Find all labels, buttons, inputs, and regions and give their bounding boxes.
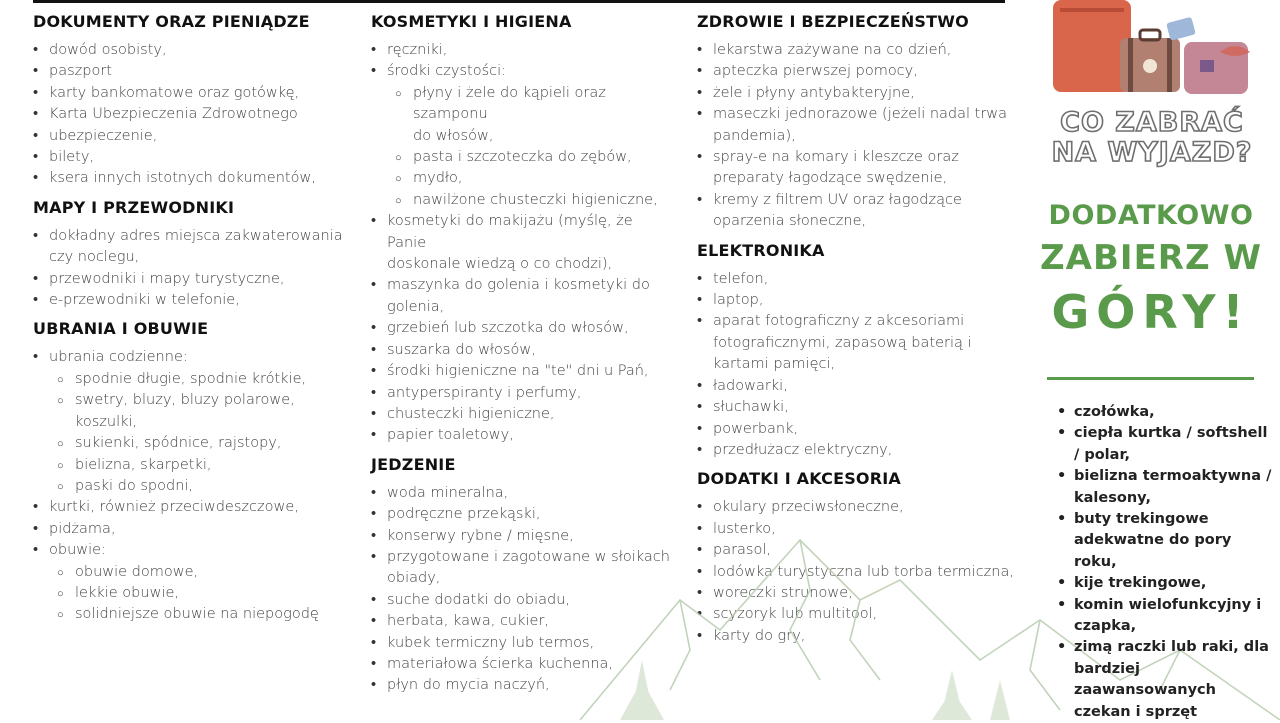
- list-item: kartami pamięci,: [713, 356, 836, 373]
- list-item: ○ pasta i szczoteczka do zębów,: [371, 147, 671, 168]
- list-item: • aparat fotograficzny z akcesoriami: [697, 311, 1017, 332]
- section-list: [33, 226, 363, 312]
- list-item: • konserwy rybne / mięsne,: [371, 526, 671, 547]
- section-title: UBRANIA I OBUWIE: [33, 319, 209, 339]
- section-list: [371, 40, 671, 447]
- mountain-extra-list: [1057, 402, 1272, 723]
- list-item: • suche dodatki do obiadu,: [371, 590, 671, 611]
- extra-item: • zimą raczki lub raki, dla bardziej zaawansowanych czekan i sprzęt: [1057, 637, 1272, 723]
- list-item: czy noclegu,: [49, 249, 140, 266]
- list-item: • papier toaletowy,: [371, 425, 671, 446]
- list-item: ○ płyny i żele do kąpieli oraz szamponu: [371, 83, 671, 126]
- list-item: • ksera innych istotnych dokumentów,: [33, 168, 363, 189]
- list-item: • chusteczki higieniczne,: [371, 404, 671, 425]
- headline-line-2: NA WYJAZD?: [1051, 137, 1253, 168]
- list-item: • materiałowa ścierka kuchenna,: [371, 654, 671, 675]
- list-item: do włosów,: [413, 127, 494, 144]
- list-item: • ładowarki,: [697, 376, 1017, 397]
- list-item: • grzebień lub szczotka do włosów,: [371, 318, 671, 339]
- extra-item: • bielizna termoaktywna / kalesony,: [1057, 466, 1272, 509]
- list-item: • karty bankomatowe oraz gotówkę,: [33, 83, 363, 104]
- list-item: • Karta Ubezpieczenia Zdrowotnego: [33, 104, 363, 125]
- extra-item: • buty trekingowe adekwatne do pory roku,: [1057, 509, 1272, 573]
- list-item: • spray-e na komary i kleszcze oraz: [697, 147, 1017, 168]
- list-item: • przedłużacz elektryczny,: [697, 440, 1017, 461]
- green-divider: [1047, 377, 1254, 380]
- section-title: MAPY I PRZEWODNIKI: [33, 197, 235, 217]
- list-item: • kremy z filtrem UV oraz łagodzące: [697, 190, 1017, 211]
- list-item: • lodówka turystyczna lub torba termiczna,: [697, 562, 1017, 583]
- section-title: ZDROWIE I BEZPIECZEŃSTWO: [697, 12, 969, 31]
- list-item: • obuwie:: [33, 540, 363, 561]
- mountains-heading-line-2: ZABIERZ W: [1040, 238, 1262, 278]
- list-item: • maszynka do golenia i kosmetyki do: [371, 275, 671, 296]
- section-list: [697, 40, 1017, 233]
- mountains-heading-line-3: GÓRY!: [1051, 285, 1251, 339]
- section-title: JEDZENIE: [371, 454, 456, 474]
- list-item: • telefon,: [697, 269, 1017, 290]
- list-item: • podręczne przekąski,: [371, 504, 671, 525]
- list-item: ○ solidniejsze obuwie na niepogodę: [33, 604, 363, 625]
- list-item: • parasol,: [697, 540, 1017, 561]
- list-item: • woda mineralna,: [371, 483, 671, 504]
- list-item: • lusterko,: [697, 519, 1017, 540]
- list-item: • przygotowane i zagotowane w słoikach: [371, 547, 671, 568]
- list-item: • scyzoryk lub multitool,: [697, 604, 1017, 625]
- list-item: pandemia),: [713, 127, 796, 144]
- section-title: ELEKTRONIKA: [697, 240, 825, 260]
- section-list: [33, 347, 363, 625]
- list-item: • lekarstwa zażywane na co dzień,: [697, 40, 1017, 61]
- list-item: doskonale wiedzą o co chodzi),: [387, 256, 613, 273]
- list-item: • przewodniki i mapy turystyczne,: [33, 269, 363, 290]
- list-item: fotograficznymi, zapasową baterią i: [713, 334, 972, 351]
- list-item: • antyperspiranty i perfumy,: [371, 383, 671, 404]
- list-item: ○ paski do spodni,: [33, 476, 363, 497]
- list-item: oparzenia słoneczne,: [713, 213, 867, 230]
- top-rule: [33, 0, 1005, 3]
- list-item: • karty do gry,: [697, 626, 1017, 647]
- section-title: KOSMETYKI I HIGIENA: [371, 12, 572, 31]
- list-item: • płyn do mycia naczyń,: [371, 675, 671, 696]
- list-item: ○ bielizna, skarpetki,: [33, 455, 363, 476]
- list-item: • ubrania codzienne:: [33, 347, 363, 368]
- list-item: ○ obuwie domowe,: [33, 562, 363, 583]
- list-item: preparaty łagodzące swędzenie,: [713, 170, 948, 187]
- list-item: ○ lekkie obuwie,: [33, 583, 363, 604]
- list-item: • paszport: [33, 61, 363, 82]
- list-item: • powerbank,: [697, 419, 1017, 440]
- list-item: koszulki,: [75, 413, 138, 430]
- mountains-heading-line-1: DODATKOWO: [1048, 200, 1254, 231]
- mountains-heading: [1040, 198, 1262, 342]
- list-item: • kosmetyki do makijażu (myślę, że Panie: [371, 211, 671, 254]
- list-item: • kubek termiczny lub termos,: [371, 633, 671, 654]
- list-item: ○ nawilżone chusteczki higieniczne,: [371, 190, 671, 211]
- extra-item: • ciepła kurtka / softshell / polar,: [1057, 423, 1272, 466]
- list-item: obiady,: [387, 570, 441, 587]
- list-item: • okulary przeciwsłoneczne,: [697, 497, 1017, 518]
- extra-item: • kije trekingowe,: [1057, 573, 1272, 594]
- extra-item: • czołówka,: [1057, 402, 1272, 423]
- headline: [1047, 108, 1257, 168]
- list-item: • laptop,: [697, 290, 1017, 311]
- list-item: • e-przewodniki w telefonie,: [33, 290, 363, 311]
- list-item: • środki czystości:: [371, 61, 671, 82]
- list-item: • dokładny adres miejsca zakwaterowania: [33, 226, 363, 247]
- headline-line-1: CO ZABRAĆ: [1060, 107, 1244, 138]
- column-left: [33, 10, 363, 632]
- list-item: • żele i płyny antybakteryjne,: [697, 83, 1017, 104]
- list-item: ○ mydło,: [371, 168, 671, 189]
- section-list: [697, 269, 1017, 462]
- list-item: • apteczka pierwszej pomocy,: [697, 61, 1017, 82]
- list-item: • herbata, kawa, cukier,: [371, 611, 671, 632]
- list-item: • bilety,: [33, 147, 363, 168]
- list-item: • pidżama,: [33, 519, 363, 540]
- section-title: DOKUMENTY ORAZ PIENIĄDZE: [33, 12, 310, 31]
- list-item: • woreczki strunowe,: [697, 583, 1017, 604]
- list-item: • środki higieniczne na "te" dni u Pań,: [371, 361, 671, 382]
- list-item: • kurtki, również przeciwdeszczowe,: [33, 497, 363, 518]
- list-item: ○ swetry, bluzy, bluzy polarowe,: [33, 390, 363, 411]
- extra-item: • komin wielofunkcyjny i czapka,: [1057, 595, 1272, 638]
- list-item: • słuchawki,: [697, 397, 1017, 418]
- section-title: DODATKI I AKCESORIA: [697, 469, 901, 489]
- list-item: • ubezpieczenie,: [33, 126, 363, 147]
- list-item: • dowód osobisty,: [33, 40, 363, 61]
- suitcase-icon: [1050, 0, 1265, 100]
- list-item: • ręczniki,: [371, 40, 671, 61]
- list-item: • suszarka do włosów,: [371, 340, 671, 361]
- list-item: ○ sukienki, spódnice, rajstopy,: [33, 433, 363, 454]
- list-item: ○ spodnie długie, spodnie krótkie,: [33, 369, 363, 390]
- list-item: golenia,: [387, 298, 445, 315]
- list-item: • maseczki jednorazowe (jeżeli nadal trwa: [697, 104, 1017, 125]
- section-list: [33, 40, 363, 190]
